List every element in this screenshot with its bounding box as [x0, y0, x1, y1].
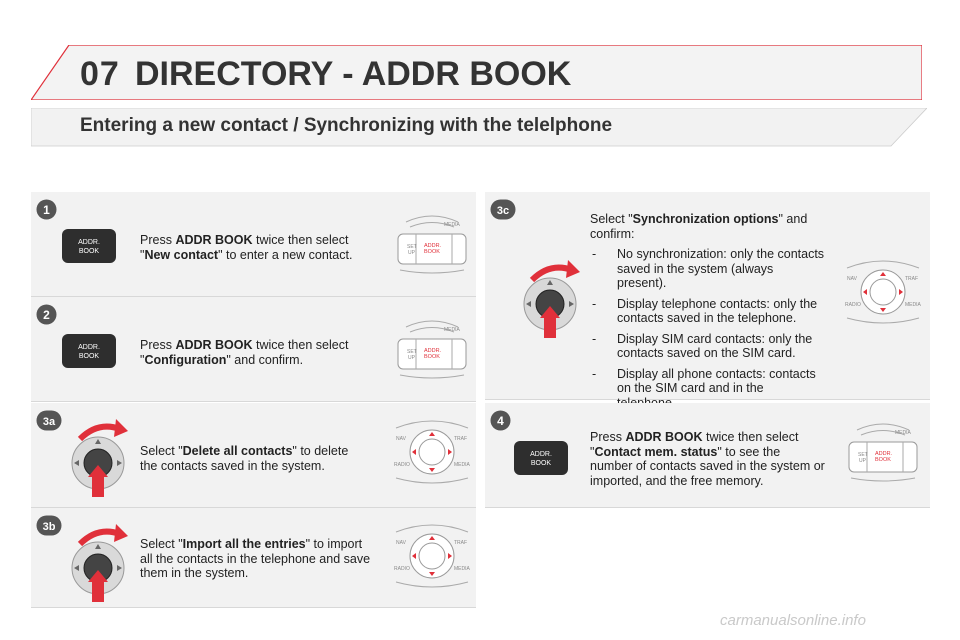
svg-text:1: 1 [43, 203, 50, 217]
svg-text:3a: 3a [42, 416, 56, 428]
svg-text:RADIO: RADIO [394, 462, 410, 468]
svg-text:MEDIA: MEDIA [444, 222, 460, 228]
svg-text:BOOK: BOOK [424, 354, 440, 360]
step-3a-text: Select "Delete all contacts" to delete the contacts saved in the system. [140, 444, 349, 473]
svg-text:SET: SET [407, 349, 417, 355]
svg-text:MEDIA: MEDIA [905, 302, 921, 308]
step-4-badge [490, 410, 511, 431]
panel-thumb-1 [392, 212, 472, 280]
rotary-knob-3b [68, 520, 128, 602]
svg-text:SET: SET [407, 244, 417, 250]
panel-thumb-3c [843, 258, 923, 326]
svg-text:MEDIA: MEDIA [454, 462, 470, 468]
chapter-number: 07 [80, 55, 120, 93]
step-4-text: Press ADDR BOOK twice then select "Contact mem. status" to see the number of contacts saved in the system or imported, and the free memory. [590, 430, 825, 488]
step-1-text: Press ADDR BOOK twice then select "New contact" to enter a new contact. [140, 233, 353, 262]
step-3c-badge [490, 199, 516, 220]
svg-text:3c: 3c [496, 205, 510, 217]
svg-text:MEDIA: MEDIA [895, 430, 911, 436]
sync-option-2: - Display telephone contacts: only the contacts saved in the telephone. [590, 297, 825, 326]
svg-text:BOOK: BOOK [875, 457, 891, 463]
step-2-text: Press ADDR BOOK twice then select "Configuration" and confirm. [140, 338, 349, 367]
addr-book-button-2 [61, 333, 117, 369]
addr-book-button-4 [513, 440, 569, 476]
svg-text:BOOK: BOOK [78, 248, 100, 255]
svg-text:2: 2 [43, 308, 50, 322]
step-3b-text: Select "Import all the entries" to import all the contacts in the telephone and save them in the system. [140, 537, 371, 580]
svg-text:RADIO: RADIO [394, 566, 410, 572]
svg-text:UP: UP [408, 250, 415, 256]
svg-text:BOOK: BOOK [530, 460, 552, 467]
svg-text:NAV: NAV [396, 540, 406, 546]
step-2-badge [36, 304, 57, 325]
watermark: carmanualsonline.info [720, 612, 866, 629]
svg-text:ADDR.: ADDR. [530, 451, 552, 458]
svg-text:BOOK: BOOK [78, 353, 100, 360]
rotary-knob-3a [68, 415, 128, 497]
svg-text:NAV: NAV [847, 276, 857, 282]
svg-text:NAV: NAV [396, 436, 406, 442]
panel-thumb-3a [392, 418, 472, 486]
svg-text:TRAF: TRAF [454, 540, 468, 546]
page-title: DIRECTORY - ADDR BOOK [135, 55, 572, 93]
svg-text:RADIO: RADIO [845, 302, 861, 308]
svg-text:ADDR.: ADDR. [78, 239, 100, 246]
svg-text:TRAF: TRAF [454, 436, 468, 442]
sync-option-1: - No synchronization: only the contacts saved in the system (always present). [590, 247, 825, 291]
step-3b-badge [36, 515, 62, 536]
sync-option-4: - Display all phone contacts: contacts on the SIM card and in the [590, 367, 825, 411]
panel-thumb-4 [843, 420, 923, 488]
section-subtitle: Entering a new contact / Synchronizing with the telelphone [80, 115, 613, 136]
svg-text:MEDIA: MEDIA [444, 327, 460, 333]
step-1-badge [36, 199, 57, 220]
step-3c-text: Select "Synchronization options" and confirm: - No synchronization: only the contacts saved in the system (always present). - Display telephone contacts: only the contacts saved in the telephone. - Display SIM card contacts: only the contacts saved on the SIM card. - Display all phone contacts: contacts on the SIM card and in the [590, 212, 825, 410]
rotary-knob-3c [520, 256, 580, 338]
svg-text:ADDR.: ADDR. [424, 348, 442, 354]
sync-option-3: - Display SIM card contacts: only the contacts saved on the SIM card. [590, 332, 825, 361]
svg-text:ADDR.: ADDR. [875, 451, 893, 457]
svg-text:ADDR.: ADDR. [424, 243, 442, 249]
svg-text:SET: SET [858, 452, 868, 458]
svg-text:3b: 3b [42, 521, 56, 533]
svg-text:ADDR.: ADDR. [78, 344, 100, 351]
svg-text:4: 4 [497, 414, 504, 428]
panel-thumb-2 [392, 317, 472, 385]
svg-text:UP: UP [859, 458, 866, 464]
step-3a-badge [36, 410, 62, 431]
svg-text:UP: UP [408, 355, 415, 361]
svg-text:BOOK: BOOK [424, 249, 440, 255]
svg-text:MEDIA: MEDIA [454, 566, 470, 572]
addr-book-button-1 [61, 228, 117, 264]
svg-text:TRAF: TRAF [905, 276, 919, 282]
panel-thumb-3b [392, 522, 472, 590]
